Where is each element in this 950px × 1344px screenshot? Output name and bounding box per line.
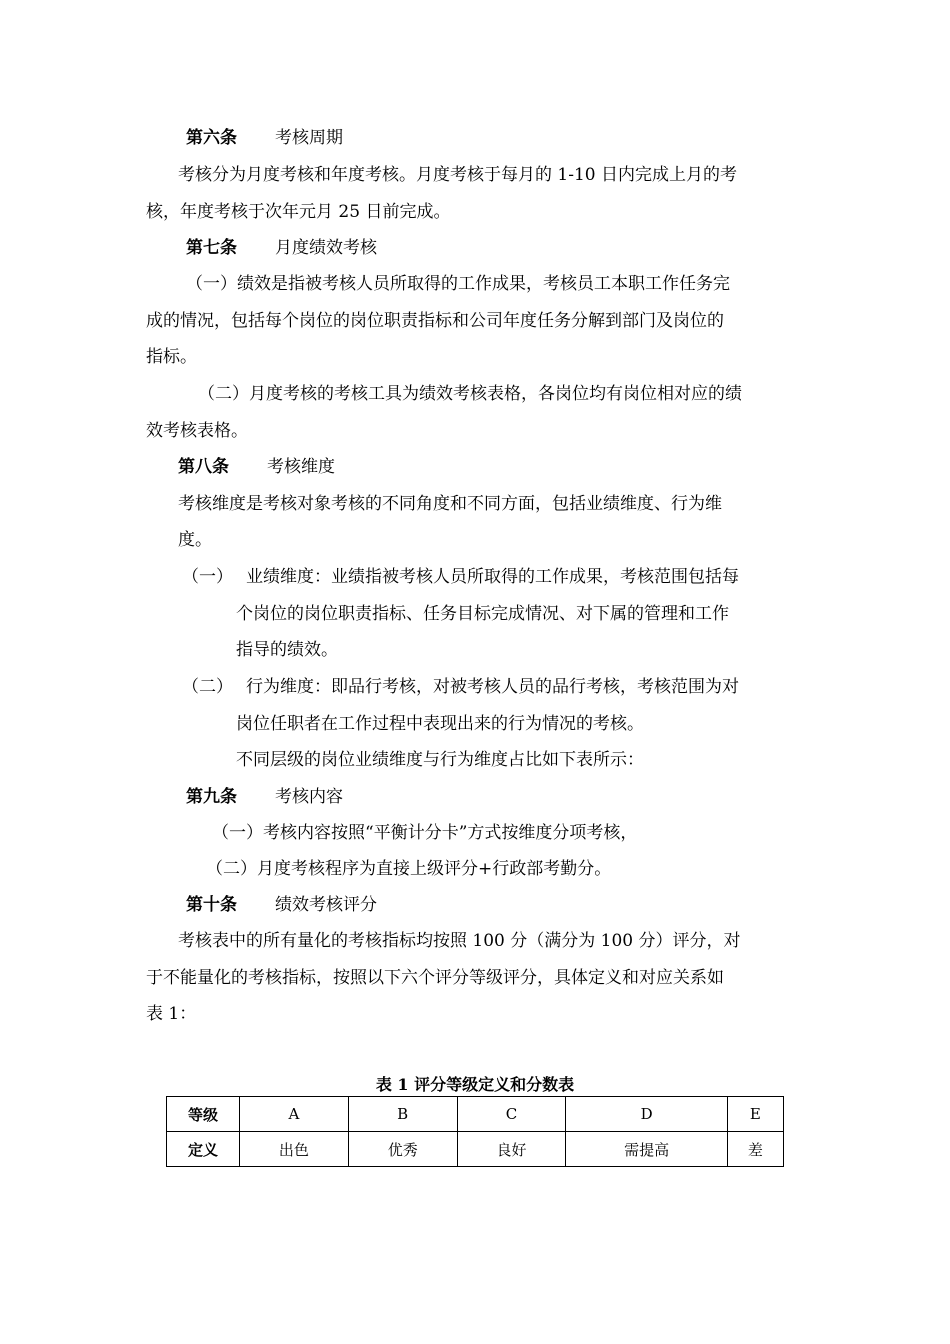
- article-8-heading: [178, 456, 335, 478]
- article-9-title: 考核内容: [275, 787, 343, 807]
- table-row-header: 定义: [167, 1132, 240, 1167]
- paragraph-line: 考核分为月度考核和年度考核。月度考核于每月的 1-10 日内完成上月的考: [178, 165, 737, 185]
- paragraph-line: 于不能量化的考核指标，按照以下六个评分等级评分，具体定义和对应关系如: [146, 968, 724, 988]
- paragraph-line: 度。: [178, 530, 212, 550]
- paragraph-line: 核，年度考核于次年元月 25 日前完成。: [146, 202, 451, 222]
- paragraph-line: 指导的绩效。: [236, 640, 338, 660]
- article-10-label: 第十条: [186, 895, 237, 915]
- list-number: （一）: [182, 567, 233, 587]
- article-6-heading: [186, 127, 343, 149]
- article-7-heading: [186, 237, 377, 259]
- paragraph-line: 岗位任职者在工作过程中表现出来的行为情况的考核。: [236, 714, 644, 734]
- paragraph-line: 考核表中的所有量化的考核指标均按照 100 分（满分为 100 分）评分，对: [178, 931, 741, 951]
- paragraph-line: （二）月度考核程序为直接上级评分+行政部考勤分。: [206, 859, 612, 879]
- article-7-title: 月度绩效考核: [275, 238, 377, 258]
- article-9-heading: [186, 786, 343, 808]
- article-6-label: 第六条: [186, 128, 237, 148]
- table-cell: E: [727, 1097, 783, 1132]
- table-cell: C: [457, 1097, 566, 1132]
- table-cell: 优秀: [348, 1132, 457, 1167]
- paragraph-line: （一）绩效是指被考核人员所取得的工作成果，考核员工本职工作任务完: [186, 274, 730, 294]
- table-caption: 表 1 评分等级定义和分数表: [375, 1075, 575, 1094]
- table-cell: 出色: [240, 1132, 349, 1167]
- paragraph-line: 效考核表格。: [146, 421, 248, 441]
- table-cell: B: [348, 1097, 457, 1132]
- grade-table: [166, 1096, 784, 1167]
- paragraph-line: 表 1：: [146, 1004, 197, 1024]
- paragraph-line: 行为维度：即品行考核，对被考核人员的品行考核，考核范围为对: [246, 677, 739, 697]
- article-6-title: 考核周期: [275, 128, 343, 148]
- table-cell: 差: [727, 1132, 783, 1167]
- table-row: [167, 1132, 784, 1167]
- article-8-title: 考核维度: [267, 457, 335, 477]
- table-cell: 良好: [457, 1132, 566, 1167]
- paragraph-line: 个岗位的岗位职责指标、任务目标完成情况、对下属的管理和工作: [236, 604, 729, 624]
- article-10-title: 绩效考核评分: [275, 895, 377, 915]
- paragraph-line: 不同层级的岗位业绩维度与行为维度占比如下表所示：: [236, 750, 644, 770]
- table-cell: A: [240, 1097, 349, 1132]
- paragraph-line: 指标。: [146, 347, 197, 367]
- article-10-heading: [186, 894, 377, 916]
- paragraph-line: 成的情况，包括每个岗位的岗位职责指标和公司年度任务分解到部门及岗位的: [146, 311, 724, 331]
- paragraph-line: （二）月度考核的考核工具为绩效考核表格，各岗位均有岗位相对应的绩: [198, 384, 742, 404]
- table-cell: 需提高: [566, 1132, 727, 1167]
- table-cell: D: [566, 1097, 727, 1132]
- list-number: （二）: [182, 677, 233, 697]
- article-9-label: 第九条: [186, 787, 237, 807]
- table-row-header: 等级: [167, 1097, 240, 1132]
- paragraph-line: （一）考核内容按照“平衡计分卡”方式按维度分项考核，: [212, 823, 638, 843]
- table-row: [167, 1097, 784, 1132]
- article-7-label: 第七条: [186, 238, 237, 258]
- paragraph-line: 业绩维度：业绩指被考核人员所取得的工作成果，考核范围包括每: [246, 567, 739, 587]
- paragraph-line: 考核维度是考核对象考核的不同角度和不同方面，包括业绩维度、行为维: [178, 494, 722, 514]
- article-8-label: 第八条: [178, 457, 229, 477]
